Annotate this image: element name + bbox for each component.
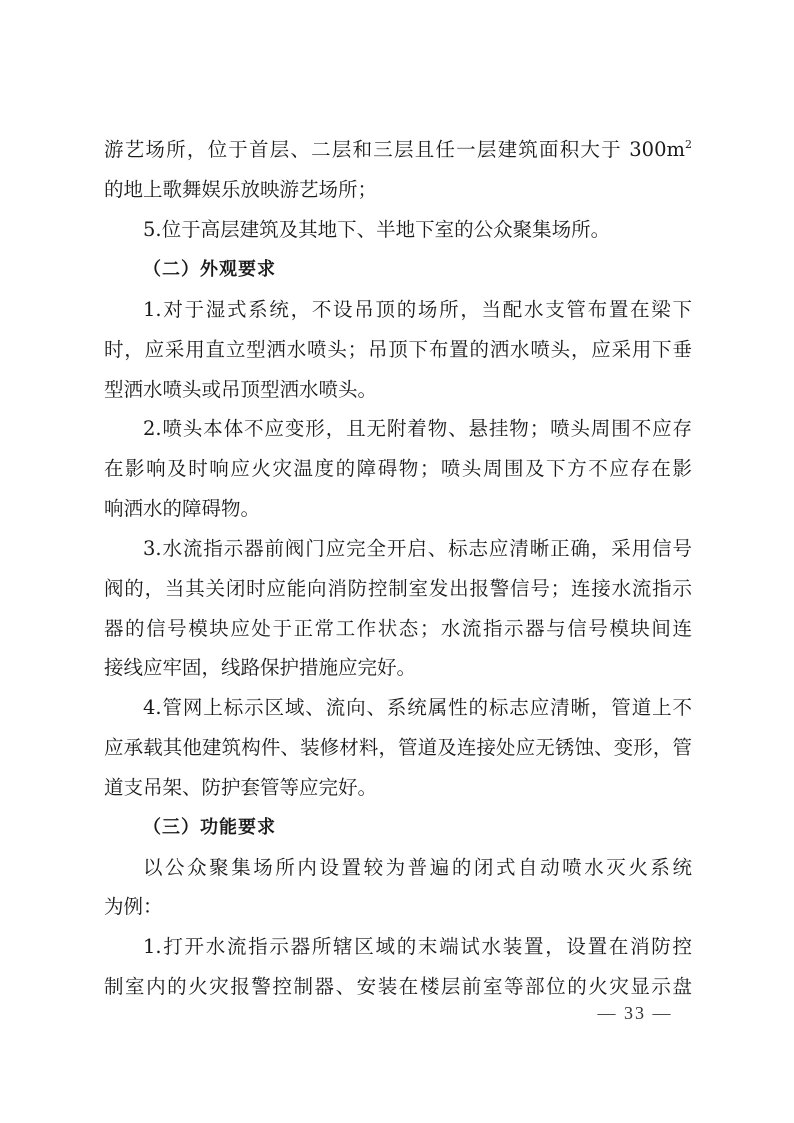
paragraph-3-line-1: 3.水流指示器前阀门应完全开启、标志应清晰正确，采用信号 bbox=[143, 537, 692, 560]
paragraph-5-line-1: 以公众聚集场所内设置较为普遍的闭式自动喷水灭火系统 bbox=[143, 856, 692, 879]
list-item-5: 5.位于高层建筑及其地下、半地下室的公众聚集场所。 bbox=[143, 218, 611, 241]
text-line-1 bbox=[104, 130, 692, 170]
paragraph-2-line-2: 在影响及时响应火灾温度的障碍物；喷头周围及下方不应存在影 bbox=[104, 457, 692, 480]
paragraph-2-line-3: 响洒水的障碍物。 bbox=[104, 497, 261, 520]
text-line-2: 的地上歌舞娱乐放映游艺场所； bbox=[104, 178, 378, 201]
section-heading-function: （三）功能要求 bbox=[143, 817, 276, 838]
paragraph-6-line-1: 1.打开水流指示器所辖区域的末端试水装置，设置在消防控 bbox=[143, 935, 692, 958]
paragraph-2-line-1: 2.喷头本体不应变形，且无附着物、悬挂物；喷头周围不应存 bbox=[143, 417, 692, 440]
paragraph-3-line-4: 接线应牢固，线路保护措施应完好。 bbox=[104, 656, 417, 679]
paragraph-1-line-2: 时，应采用直立型洒水喷头；吊顶下布置的洒水喷头，应采用下垂 bbox=[104, 338, 692, 361]
paragraph-3-line-3: 器的信号模块应处于正常工作状态；水流指示器与信号模块间连 bbox=[104, 617, 692, 640]
paragraph-1-line-1: 1.对于湿式系统，不设吊顶的场所，当配水支管布置在梁下 bbox=[143, 298, 692, 321]
paragraph-1-line-3: 型洒水喷头或吊顶型洒水喷头。 bbox=[104, 378, 378, 401]
paragraph-6-line-2: 制室内的火灾报警控制器、安装在楼层前室等部位的火灾显示盘 bbox=[104, 975, 692, 998]
paragraph-4-line-3: 道支吊架、防护套管等应完好。 bbox=[104, 776, 378, 799]
section-heading-appearance: （二）外观要求 bbox=[143, 259, 276, 280]
text-line-1-content: 游艺场所，位于首层、二层和三层且任一层建筑面积大于 300m bbox=[104, 138, 685, 161]
paragraph-4-line-2: 应承载其他建筑构件、装修材料，管道及连接处应无锈蚀、变形，管 bbox=[104, 736, 692, 759]
paragraph-3-line-2: 阀的，当其关闭时应能向消防控制室发出报警信号；连接水流指示 bbox=[104, 577, 692, 600]
paragraph-4-line-1: 4.管网上标示区域、流向、系统属性的标志应清晰，管道上不 bbox=[143, 696, 692, 719]
paragraph-5-line-2: 为例： bbox=[104, 895, 163, 918]
area-unit-superscript: 2 bbox=[685, 138, 692, 151]
page-number: — 33 — bbox=[597, 1003, 673, 1023]
